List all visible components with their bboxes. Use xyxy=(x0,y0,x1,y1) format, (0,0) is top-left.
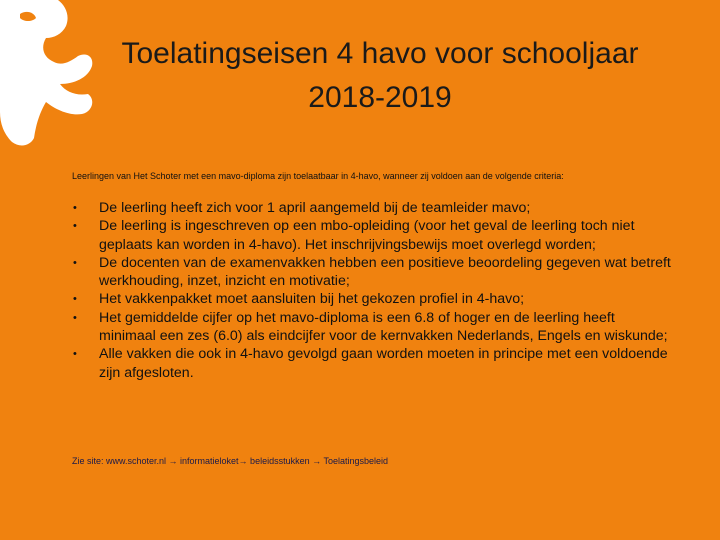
criteria-list xyxy=(72,199,672,382)
page-title xyxy=(40,32,720,120)
criteria-item: • Het vakkenpakket moet aansluiten bij het gekozen profiel in 4-havo; xyxy=(72,290,672,308)
criteria-item: • De docenten van de examenvakken hebben een positieve beoordeling gegeven wat betreft werkhouding, inzet, inzicht en motivatie; xyxy=(72,254,672,291)
title-line-2: 2018-2019 xyxy=(308,81,452,114)
criteria-item: • De leerling is ingeschreven op een mbo-opleiding (voor het geval de leerling toch niet geplaats kan worden in 4-havo). Het inschrijvingsbewijs moet overlegd worden; xyxy=(72,217,672,254)
criteria-item: • Alle vakken die ook in 4-havo gevolgd gaan worden moeten in principe met een voldoende zijn afgesloten. xyxy=(72,345,672,382)
criteria-item: • De leerling heeft zich voor 1 april aangemeld bij de teamleider mavo; xyxy=(72,199,672,217)
criteria-item: • Het gemiddelde cijfer op het mavo-diploma is een 6.8 of hoger en de leerling heeft minimaal een zes (6.0) als eindcijfer voor de kernvakken Nederlands, Engels en wiskunde; xyxy=(72,309,672,346)
intro-text: Leerlingen van Het Schoter met een mavo-diploma zijn toelaatbaar in 4-havo, wanneer zij voldoen aan de volgende criteria: xyxy=(72,171,564,181)
source-link[interactable]: Zie site: www.schoter.nl → informatieloket→ beleidsstukken → Toelatingsbeleid xyxy=(72,456,388,466)
title-line-1: Toelatingseisen 4 havo voor schooljaar xyxy=(121,37,639,70)
